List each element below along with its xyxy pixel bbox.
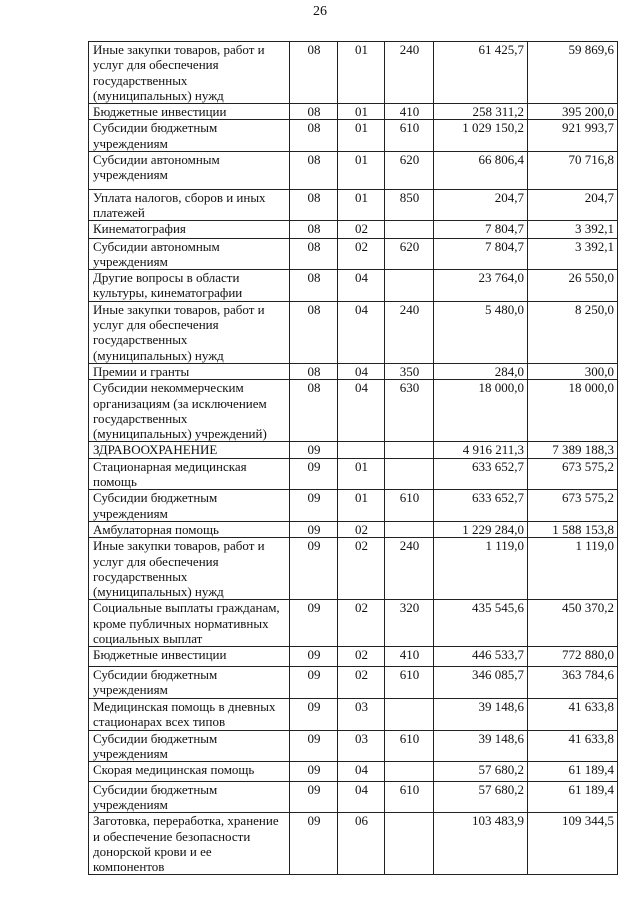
expense-type-cell: 610 bbox=[385, 490, 434, 522]
subsection-code-cell: 01 bbox=[338, 458, 385, 490]
expense-type-cell: 620 bbox=[385, 152, 434, 190]
section-code-cell: 09 bbox=[290, 730, 338, 762]
name-cell: Субсидии бюджетным учреждениям bbox=[89, 666, 290, 699]
amount-year2-cell: 18 000,0 bbox=[528, 380, 618, 442]
table-row bbox=[89, 490, 618, 522]
table-row bbox=[89, 301, 618, 363]
amount-year2-cell: 450 370,2 bbox=[528, 600, 618, 647]
subsection-code-cell: 02 bbox=[338, 521, 385, 537]
expense-type-cell: 610 bbox=[385, 781, 434, 813]
subsection-code-cell: 01 bbox=[338, 490, 385, 522]
amount-year1-cell: 435 545,6 bbox=[434, 600, 528, 647]
subsection-code-cell: 01 bbox=[338, 104, 385, 120]
name-cell: Субсидии бюджетным учреждениям bbox=[89, 730, 290, 762]
table-row bbox=[89, 189, 618, 221]
subsection-code-cell: 04 bbox=[338, 781, 385, 813]
subsection-code-cell: 02 bbox=[338, 666, 385, 699]
section-code-cell: 09 bbox=[290, 762, 338, 781]
name-cell: Иные закупки товаров, работ и услуг для обеспечения государственных (муниципальных) нужд bbox=[89, 42, 290, 104]
section-code-cell: 08 bbox=[290, 301, 338, 363]
name-cell: Премии и гранты bbox=[89, 363, 290, 379]
expense-type-cell bbox=[385, 442, 434, 458]
section-code-cell: 08 bbox=[290, 189, 338, 221]
amount-year1-cell: 57 680,2 bbox=[434, 762, 528, 781]
amount-year1-cell: 7 804,7 bbox=[434, 221, 528, 238]
table-row bbox=[89, 647, 618, 666]
name-cell: Субсидии автономным учреждениям bbox=[89, 152, 290, 190]
amount-year1-cell: 7 804,7 bbox=[434, 238, 528, 270]
expense-type-cell bbox=[385, 521, 434, 537]
subsection-code-cell: 04 bbox=[338, 363, 385, 379]
name-cell: Бюджетные инвестиции bbox=[89, 647, 290, 666]
amount-year1-cell: 446 533,7 bbox=[434, 647, 528, 666]
subsection-code-cell: 01 bbox=[338, 42, 385, 104]
expense-type-cell bbox=[385, 699, 434, 731]
amount-year2-cell: 61 189,4 bbox=[528, 781, 618, 813]
expense-type-cell: 610 bbox=[385, 666, 434, 699]
expense-type-cell bbox=[385, 270, 434, 302]
amount-year2-cell: 3 392,1 bbox=[528, 238, 618, 270]
amount-year2-cell: 61 189,4 bbox=[528, 762, 618, 781]
amount-year1-cell: 633 652,7 bbox=[434, 490, 528, 522]
amount-year1-cell: 346 085,7 bbox=[434, 666, 528, 699]
amount-year2-cell: 8 250,0 bbox=[528, 301, 618, 363]
amount-year2-cell: 26 550,0 bbox=[528, 270, 618, 302]
section-code-cell: 09 bbox=[290, 521, 338, 537]
expense-type-cell: 410 bbox=[385, 647, 434, 666]
name-cell: Субсидии бюджетным учреждениям bbox=[89, 781, 290, 813]
expense-type-cell: 610 bbox=[385, 120, 434, 152]
section-code-cell: 08 bbox=[290, 152, 338, 190]
amount-year2-cell: 59 869,6 bbox=[528, 42, 618, 104]
table-row bbox=[89, 538, 618, 600]
amount-year1-cell: 633 652,7 bbox=[434, 458, 528, 490]
table-row bbox=[89, 666, 618, 699]
section-code-cell: 09 bbox=[290, 813, 338, 875]
amount-year1-cell: 66 806,4 bbox=[434, 152, 528, 190]
expense-type-cell bbox=[385, 221, 434, 238]
name-cell: Иные закупки товаров, работ и услуг для обеспечения государственных (муниципальных) нужд bbox=[89, 538, 290, 600]
amount-year2-cell: 41 633,8 bbox=[528, 730, 618, 762]
name-cell: Бюджетные инвестиции bbox=[89, 104, 290, 120]
section-code-cell: 08 bbox=[290, 363, 338, 379]
subsection-code-cell: 01 bbox=[338, 120, 385, 152]
subsection-code-cell: 04 bbox=[338, 762, 385, 781]
expense-type-cell: 850 bbox=[385, 189, 434, 221]
subsection-code-cell: 04 bbox=[338, 270, 385, 302]
amount-year1-cell: 39 148,6 bbox=[434, 730, 528, 762]
section-code-cell: 09 bbox=[290, 666, 338, 699]
amount-year2-cell: 204,7 bbox=[528, 189, 618, 221]
table-row bbox=[89, 762, 618, 781]
subsection-code-cell: 02 bbox=[338, 238, 385, 270]
expense-type-cell: 240 bbox=[385, 42, 434, 104]
amount-year1-cell: 204,7 bbox=[434, 189, 528, 221]
amount-year1-cell: 57 680,2 bbox=[434, 781, 528, 813]
budget-table bbox=[88, 41, 618, 875]
amount-year2-cell: 7 389 188,3 bbox=[528, 442, 618, 458]
section-code-cell: 08 bbox=[290, 120, 338, 152]
name-cell: Социальные выплаты гражданам, кроме публичных нормативных социальных выплат bbox=[89, 600, 290, 647]
section-code-cell: 08 bbox=[290, 238, 338, 270]
subsection-code-cell: 04 bbox=[338, 301, 385, 363]
name-cell: Субсидии некоммерческим организациям (за исключением государственных (муниципальных) учреждений) bbox=[89, 380, 290, 442]
subsection-code-cell: 01 bbox=[338, 152, 385, 190]
expense-type-cell bbox=[385, 458, 434, 490]
budget-table-body bbox=[89, 42, 618, 875]
subsection-code-cell: 02 bbox=[338, 600, 385, 647]
subsection-code-cell: 06 bbox=[338, 813, 385, 875]
expense-type-cell: 620 bbox=[385, 238, 434, 270]
table-row bbox=[89, 270, 618, 302]
expense-type-cell: 410 bbox=[385, 104, 434, 120]
section-code-cell: 09 bbox=[290, 600, 338, 647]
subsection-code-cell: 03 bbox=[338, 699, 385, 731]
amount-year2-cell: 363 784,6 bbox=[528, 666, 618, 699]
section-code-cell: 09 bbox=[290, 442, 338, 458]
amount-year1-cell: 1 119,0 bbox=[434, 538, 528, 600]
name-cell: Амбулаторная помощь bbox=[89, 521, 290, 537]
table-row bbox=[89, 221, 618, 238]
table-row bbox=[89, 42, 618, 104]
table-row bbox=[89, 813, 618, 875]
amount-year1-cell: 5 480,0 bbox=[434, 301, 528, 363]
section-code-cell: 09 bbox=[290, 781, 338, 813]
amount-year2-cell: 300,0 bbox=[528, 363, 618, 379]
expense-type-cell: 350 bbox=[385, 363, 434, 379]
section-code-cell: 08 bbox=[290, 42, 338, 104]
amount-year2-cell: 395 200,0 bbox=[528, 104, 618, 120]
table-row bbox=[89, 104, 618, 120]
expense-type-cell: 610 bbox=[385, 730, 434, 762]
amount-year2-cell: 1 588 153,8 bbox=[528, 521, 618, 537]
subsection-code-cell: 03 bbox=[338, 730, 385, 762]
section-code-cell: 08 bbox=[290, 221, 338, 238]
name-cell: Стационарная медицинская помощь bbox=[89, 458, 290, 490]
name-cell: Скорая медицинская помощь bbox=[89, 762, 290, 781]
table-row bbox=[89, 238, 618, 270]
expense-type-cell: 630 bbox=[385, 380, 434, 442]
name-cell: ЗДРАВООХРАНЕНИЕ bbox=[89, 442, 290, 458]
table-row bbox=[89, 781, 618, 813]
subsection-code-cell: 02 bbox=[338, 221, 385, 238]
table-row bbox=[89, 458, 618, 490]
section-code-cell: 09 bbox=[290, 458, 338, 490]
amount-year2-cell: 3 392,1 bbox=[528, 221, 618, 238]
amount-year2-cell: 772 880,0 bbox=[528, 647, 618, 666]
table-row bbox=[89, 380, 618, 442]
name-cell: Иные закупки товаров, работ и услуг для обеспечения государственных (муниципальных) нужд bbox=[89, 301, 290, 363]
page-number: 26 bbox=[313, 4, 327, 19]
amount-year1-cell: 18 000,0 bbox=[434, 380, 528, 442]
table-row bbox=[89, 600, 618, 647]
amount-year2-cell: 70 716,8 bbox=[528, 152, 618, 190]
amount-year2-cell: 41 633,8 bbox=[528, 699, 618, 731]
amount-year2-cell: 673 575,2 bbox=[528, 490, 618, 522]
table-row bbox=[89, 442, 618, 458]
amount-year1-cell: 39 148,6 bbox=[434, 699, 528, 731]
amount-year1-cell: 103 483,9 bbox=[434, 813, 528, 875]
subsection-code-cell bbox=[338, 442, 385, 458]
amount-year2-cell: 921 993,7 bbox=[528, 120, 618, 152]
amount-year1-cell: 1 229 284,0 bbox=[434, 521, 528, 537]
amount-year1-cell: 258 311,2 bbox=[434, 104, 528, 120]
table-row bbox=[89, 521, 618, 537]
name-cell: Медицинская помощь в дневных стационарах всех типов bbox=[89, 699, 290, 731]
section-code-cell: 09 bbox=[290, 647, 338, 666]
subsection-code-cell: 02 bbox=[338, 538, 385, 600]
expense-type-cell bbox=[385, 762, 434, 781]
name-cell: Субсидии бюджетным учреждениям bbox=[89, 120, 290, 152]
expense-type-cell bbox=[385, 813, 434, 875]
subsection-code-cell: 04 bbox=[338, 380, 385, 442]
table-row bbox=[89, 699, 618, 731]
amount-year1-cell: 61 425,7 bbox=[434, 42, 528, 104]
amount-year1-cell: 284,0 bbox=[434, 363, 528, 379]
name-cell: Заготовка, переработка, хранение и обеспечение безопасности донорской крови и ее компонентов bbox=[89, 813, 290, 875]
expense-type-cell: 320 bbox=[385, 600, 434, 647]
table-row bbox=[89, 363, 618, 379]
subsection-code-cell: 01 bbox=[338, 189, 385, 221]
amount-year1-cell: 23 764,0 bbox=[434, 270, 528, 302]
section-code-cell: 09 bbox=[290, 699, 338, 731]
table-row bbox=[89, 152, 618, 190]
expense-type-cell: 240 bbox=[385, 301, 434, 363]
section-code-cell: 08 bbox=[290, 380, 338, 442]
section-code-cell: 08 bbox=[290, 270, 338, 302]
amount-year2-cell: 109 344,5 bbox=[528, 813, 618, 875]
amount-year2-cell: 673 575,2 bbox=[528, 458, 618, 490]
section-code-cell: 08 bbox=[290, 104, 338, 120]
name-cell: Уплата налогов, сборов и иных платежей bbox=[89, 189, 290, 221]
section-code-cell: 09 bbox=[290, 490, 338, 522]
amount-year2-cell: 1 119,0 bbox=[528, 538, 618, 600]
name-cell: Субсидии автономным учреждениям bbox=[89, 238, 290, 270]
table-row bbox=[89, 120, 618, 152]
subsection-code-cell: 02 bbox=[338, 647, 385, 666]
name-cell: Субсидии бюджетным учреждениям bbox=[89, 490, 290, 522]
section-code-cell: 09 bbox=[290, 538, 338, 600]
name-cell: Кинематография bbox=[89, 221, 290, 238]
amount-year1-cell: 4 916 211,3 bbox=[434, 442, 528, 458]
name-cell: Другие вопросы в области культуры, кинематографии bbox=[89, 270, 290, 302]
table-row bbox=[89, 730, 618, 762]
amount-year1-cell: 1 029 150,2 bbox=[434, 120, 528, 152]
expense-type-cell: 240 bbox=[385, 538, 434, 600]
